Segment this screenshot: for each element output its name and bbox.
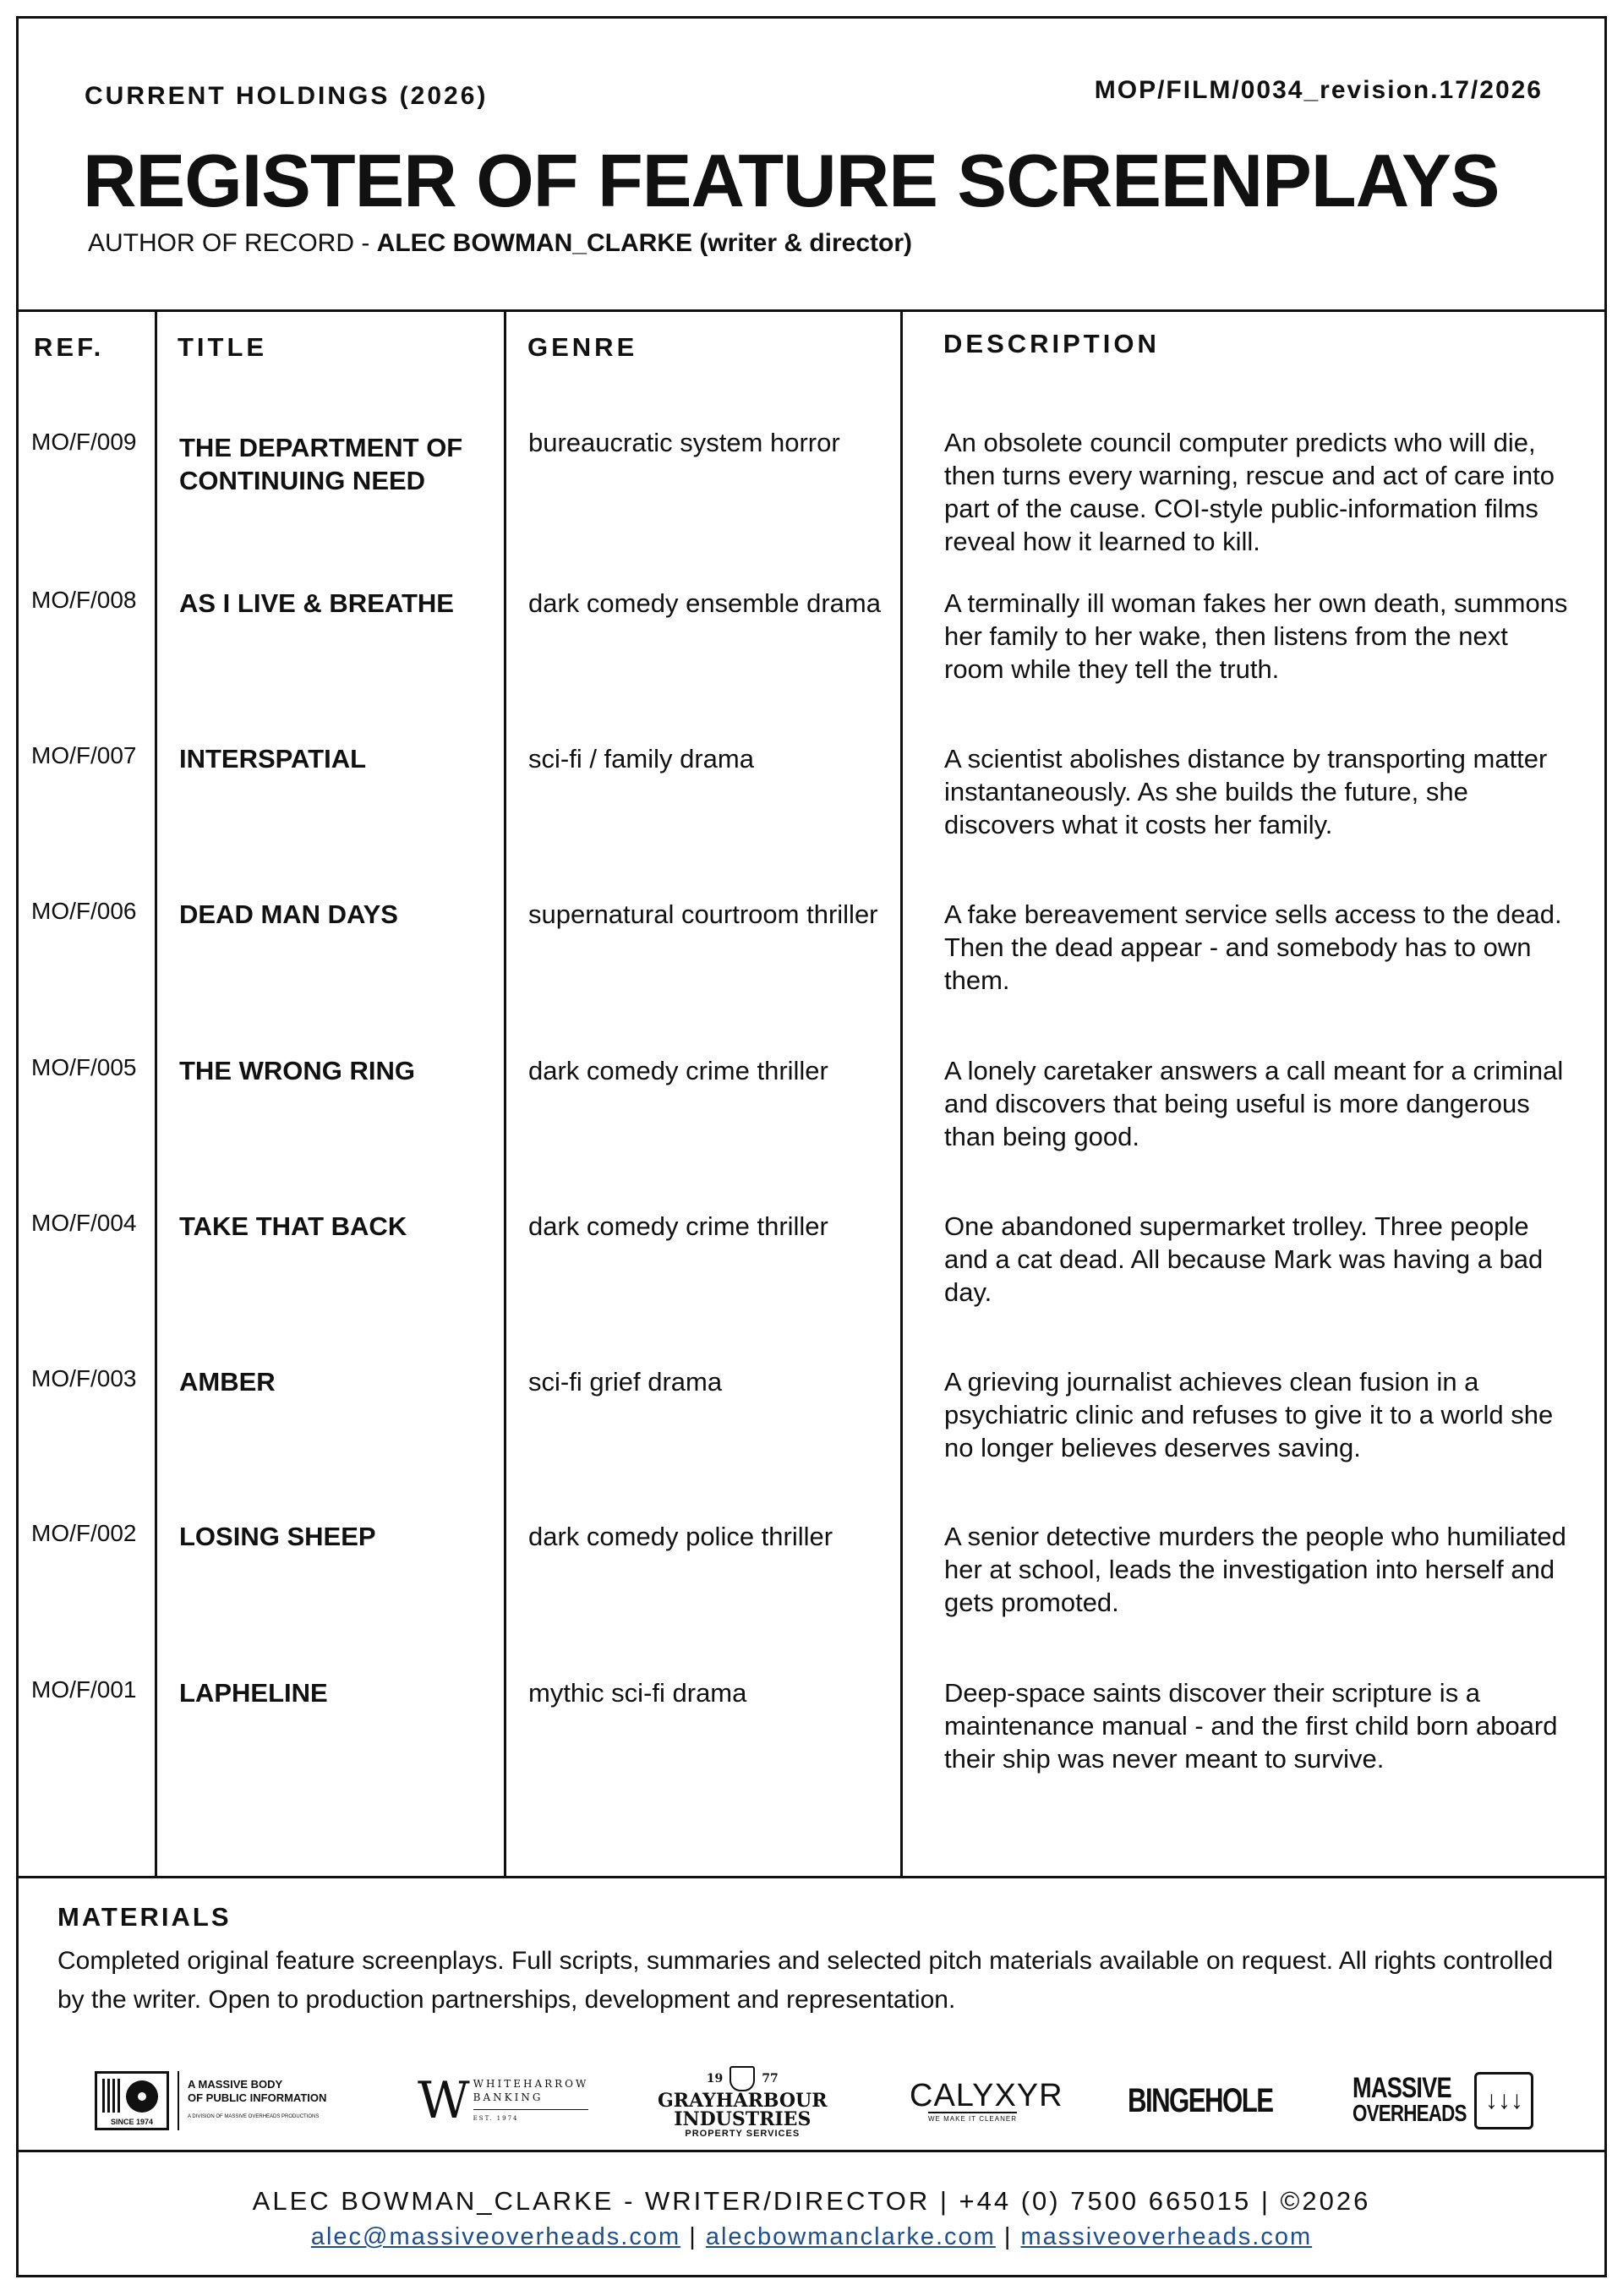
row-description: A senior detective murders the people who humiliated her at school, leads the investigation into herself and gets promoted. bbox=[944, 1522, 1566, 1617]
row-title: AMBER bbox=[179, 1367, 276, 1397]
row-ref: MO/F/007 bbox=[31, 742, 137, 768]
row-title: AS I LIVE & BREATHE bbox=[179, 588, 454, 618]
mbpi-line3: A DIVISION OF MASSIVE OVERHEADS PRODUCTIONS bbox=[188, 2114, 320, 2119]
row-ref: MO/F/002 bbox=[31, 1520, 137, 1546]
author-prefix: AUTHOR OF RECORD - bbox=[88, 229, 377, 257]
page-title: REGISTER OF FEATURE SCREENPLAYS bbox=[83, 139, 1500, 222]
column-header-description: DESCRIPTION bbox=[943, 329, 1160, 358]
row-ref: MO/F/003 bbox=[31, 1365, 137, 1391]
row-ref: MO/F/005 bbox=[31, 1054, 137, 1080]
grayharbour-year-right: 77 bbox=[762, 2072, 779, 2086]
mbpi-line1: A MASSIVE BODY bbox=[188, 2078, 283, 2091]
row-genre: dark comedy crime thriller bbox=[528, 1211, 828, 1241]
footer-divider bbox=[16, 2150, 1607, 2152]
link-separator: | bbox=[1003, 2223, 1013, 2250]
row-description: One abandoned supermarket trolley. Three people and a cat dead. All because Mark was having a bad day. bbox=[944, 1211, 1544, 1307]
row-title: TAKE THAT BACK bbox=[179, 1211, 407, 1241]
row-description: An obsolete council computer predicts who will die, then turns every warning, rescue and act of care into part of the cause. COI-style public-information films reveal how it learned to kill. bbox=[944, 428, 1555, 556]
materials-heading: MATERIALS bbox=[57, 1902, 232, 1932]
row-genre: supernatural courtroom thriller bbox=[528, 899, 878, 929]
calyxyr-tagline: WE MAKE IT CLEANER bbox=[928, 2112, 1017, 2123]
column-header-ref: REF. bbox=[34, 332, 105, 362]
materials-body: Completed original feature screenplays. Full scripts, summaries and selected pitch materials available on request. All rights controlled by the writer. Open to production partnerships, development and representation. bbox=[57, 1947, 1554, 2014]
row-genre: dark comedy ensemble drama bbox=[528, 588, 881, 618]
row-genre: mythic sci-fi drama bbox=[528, 1678, 747, 1708]
logo-calyxyr bbox=[910, 2063, 1063, 2139]
header-divider bbox=[16, 309, 1607, 312]
row-ref: MO/F/009 bbox=[31, 429, 137, 455]
logo-massive-overheads bbox=[1352, 2063, 1533, 2139]
footer-links bbox=[0, 2223, 1623, 2251]
holdings-kicker: CURRENT HOLDINGS (2026) bbox=[85, 82, 489, 110]
whiteharrow-line3: EST. 1974 bbox=[473, 2109, 589, 2125]
massive-line1: MASSIVE bbox=[1352, 2072, 1451, 2104]
whiteharrow-line2: BANKING bbox=[473, 2091, 544, 2103]
grayharbour-line1: GRAYHARBOUR bbox=[658, 2090, 828, 2112]
table-bottom-divider bbox=[16, 1876, 1607, 1878]
author-of-record bbox=[88, 229, 912, 258]
email-link[interactable]: alec@massiveoverheads.com bbox=[310, 2223, 681, 2250]
row-ref: MO/F/006 bbox=[31, 898, 137, 924]
row-title: LAPHELINE bbox=[179, 1678, 328, 1708]
column-header-title: TITLE bbox=[178, 332, 268, 362]
mbpi-line2: OF PUBLIC INFORMATION bbox=[188, 2091, 327, 2104]
triple-arrow-icon: ↓↓↓ bbox=[1474, 2072, 1533, 2129]
row-title: DEAD MAN DAYS bbox=[179, 899, 398, 929]
row-genre: sci-fi / family drama bbox=[528, 744, 754, 774]
logo-bingehole bbox=[1128, 2063, 1314, 2139]
footer-contact: ALEC BOWMAN_CLARKE - WRITER/DIRECTOR | +44 (0) 7500 665015 | ©2026 bbox=[252, 2186, 1371, 2216]
row-ref: MO/F/004 bbox=[31, 1210, 137, 1236]
row-description: A terminally ill woman fakes her own death, summons her family to her wake, then listens from the next room while they tell the truth. bbox=[944, 588, 1568, 684]
whiteharrow-mark: W bbox=[418, 2071, 465, 2130]
company-site-link[interactable]: massiveoverheads.com bbox=[1020, 2223, 1313, 2250]
massive-line2: OVERHEADS bbox=[1352, 2100, 1467, 2126]
grayharbour-line2: INDUSTRIES bbox=[674, 2108, 812, 2130]
row-description: Deep-space saints discover their scripture is a maintenance manual - and the first child born aboard their ship was never meant to survive. bbox=[944, 1678, 1558, 1774]
whiteharrow-line1: WHITEHARROW bbox=[473, 2077, 589, 2090]
row-description: A fake bereavement service sells access to the dead. Then the dead appear - and somebody has to own them. bbox=[944, 899, 1562, 995]
record-player-icon bbox=[95, 2071, 169, 2130]
row-title: THE WRONG RING bbox=[179, 1056, 415, 1085]
grayharbour-line3: PROPERTY SERVICES bbox=[685, 2129, 801, 2139]
row-description: A grieving journalist achieves clean fusion in a psychiatric clinic and refuses to give it to a world she no longer believes deserves saving. bbox=[944, 1367, 1554, 1462]
mbpi-since: SINCE 1974 bbox=[110, 2118, 154, 2126]
column-header-genre: GENRE bbox=[527, 332, 638, 362]
column-divider-genre bbox=[900, 312, 903, 1878]
row-genre: sci-fi grief drama bbox=[528, 1367, 723, 1397]
column-divider-title bbox=[504, 312, 506, 1878]
row-title: LOSING SHEEP bbox=[179, 1522, 376, 1551]
calyxyr-name: CALYXYR bbox=[910, 2077, 1063, 2113]
row-genre: bureaucratic system horror bbox=[528, 428, 840, 457]
crest-icon bbox=[730, 2066, 755, 2091]
logo-whiteharrow-banking bbox=[418, 2063, 588, 2139]
document-reference: MOP/FILM/0034_revision.17/2026 bbox=[1094, 76, 1543, 104]
personal-site-link[interactable]: alecbowmanclarke.com bbox=[705, 2223, 996, 2250]
row-description: A lonely caretaker answers a call meant for a criminal and discovers that being useful is more dangerous than being good. bbox=[944, 1056, 1564, 1151]
bingehole-name: BINGEHOLE bbox=[1128, 2081, 1273, 2119]
row-description: A scientist abolishes distance by transporting matter instantaneously. As she builds the future, she discovers what it costs her family. bbox=[944, 744, 1548, 839]
grayharbour-year-left: 19 bbox=[706, 2072, 724, 2086]
logo-massive-body-public-information bbox=[95, 2063, 326, 2139]
row-genre: dark comedy police thriller bbox=[528, 1522, 833, 1551]
row-ref: MO/F/001 bbox=[31, 1676, 137, 1703]
row-title: THE DEPARTMENT OF CONTINUING NEED bbox=[179, 433, 463, 495]
link-separator: | bbox=[689, 2223, 697, 2250]
logo-grayharbour-industries bbox=[658, 2063, 828, 2139]
author-name: ALEC BOWMAN_CLARKE (writer & director) bbox=[376, 229, 913, 257]
row-ref: MO/F/008 bbox=[31, 587, 137, 613]
column-divider-ref bbox=[155, 312, 157, 1878]
row-title: INTERSPATIAL bbox=[179, 744, 367, 774]
row-genre: dark comedy crime thriller bbox=[528, 1056, 828, 1085]
